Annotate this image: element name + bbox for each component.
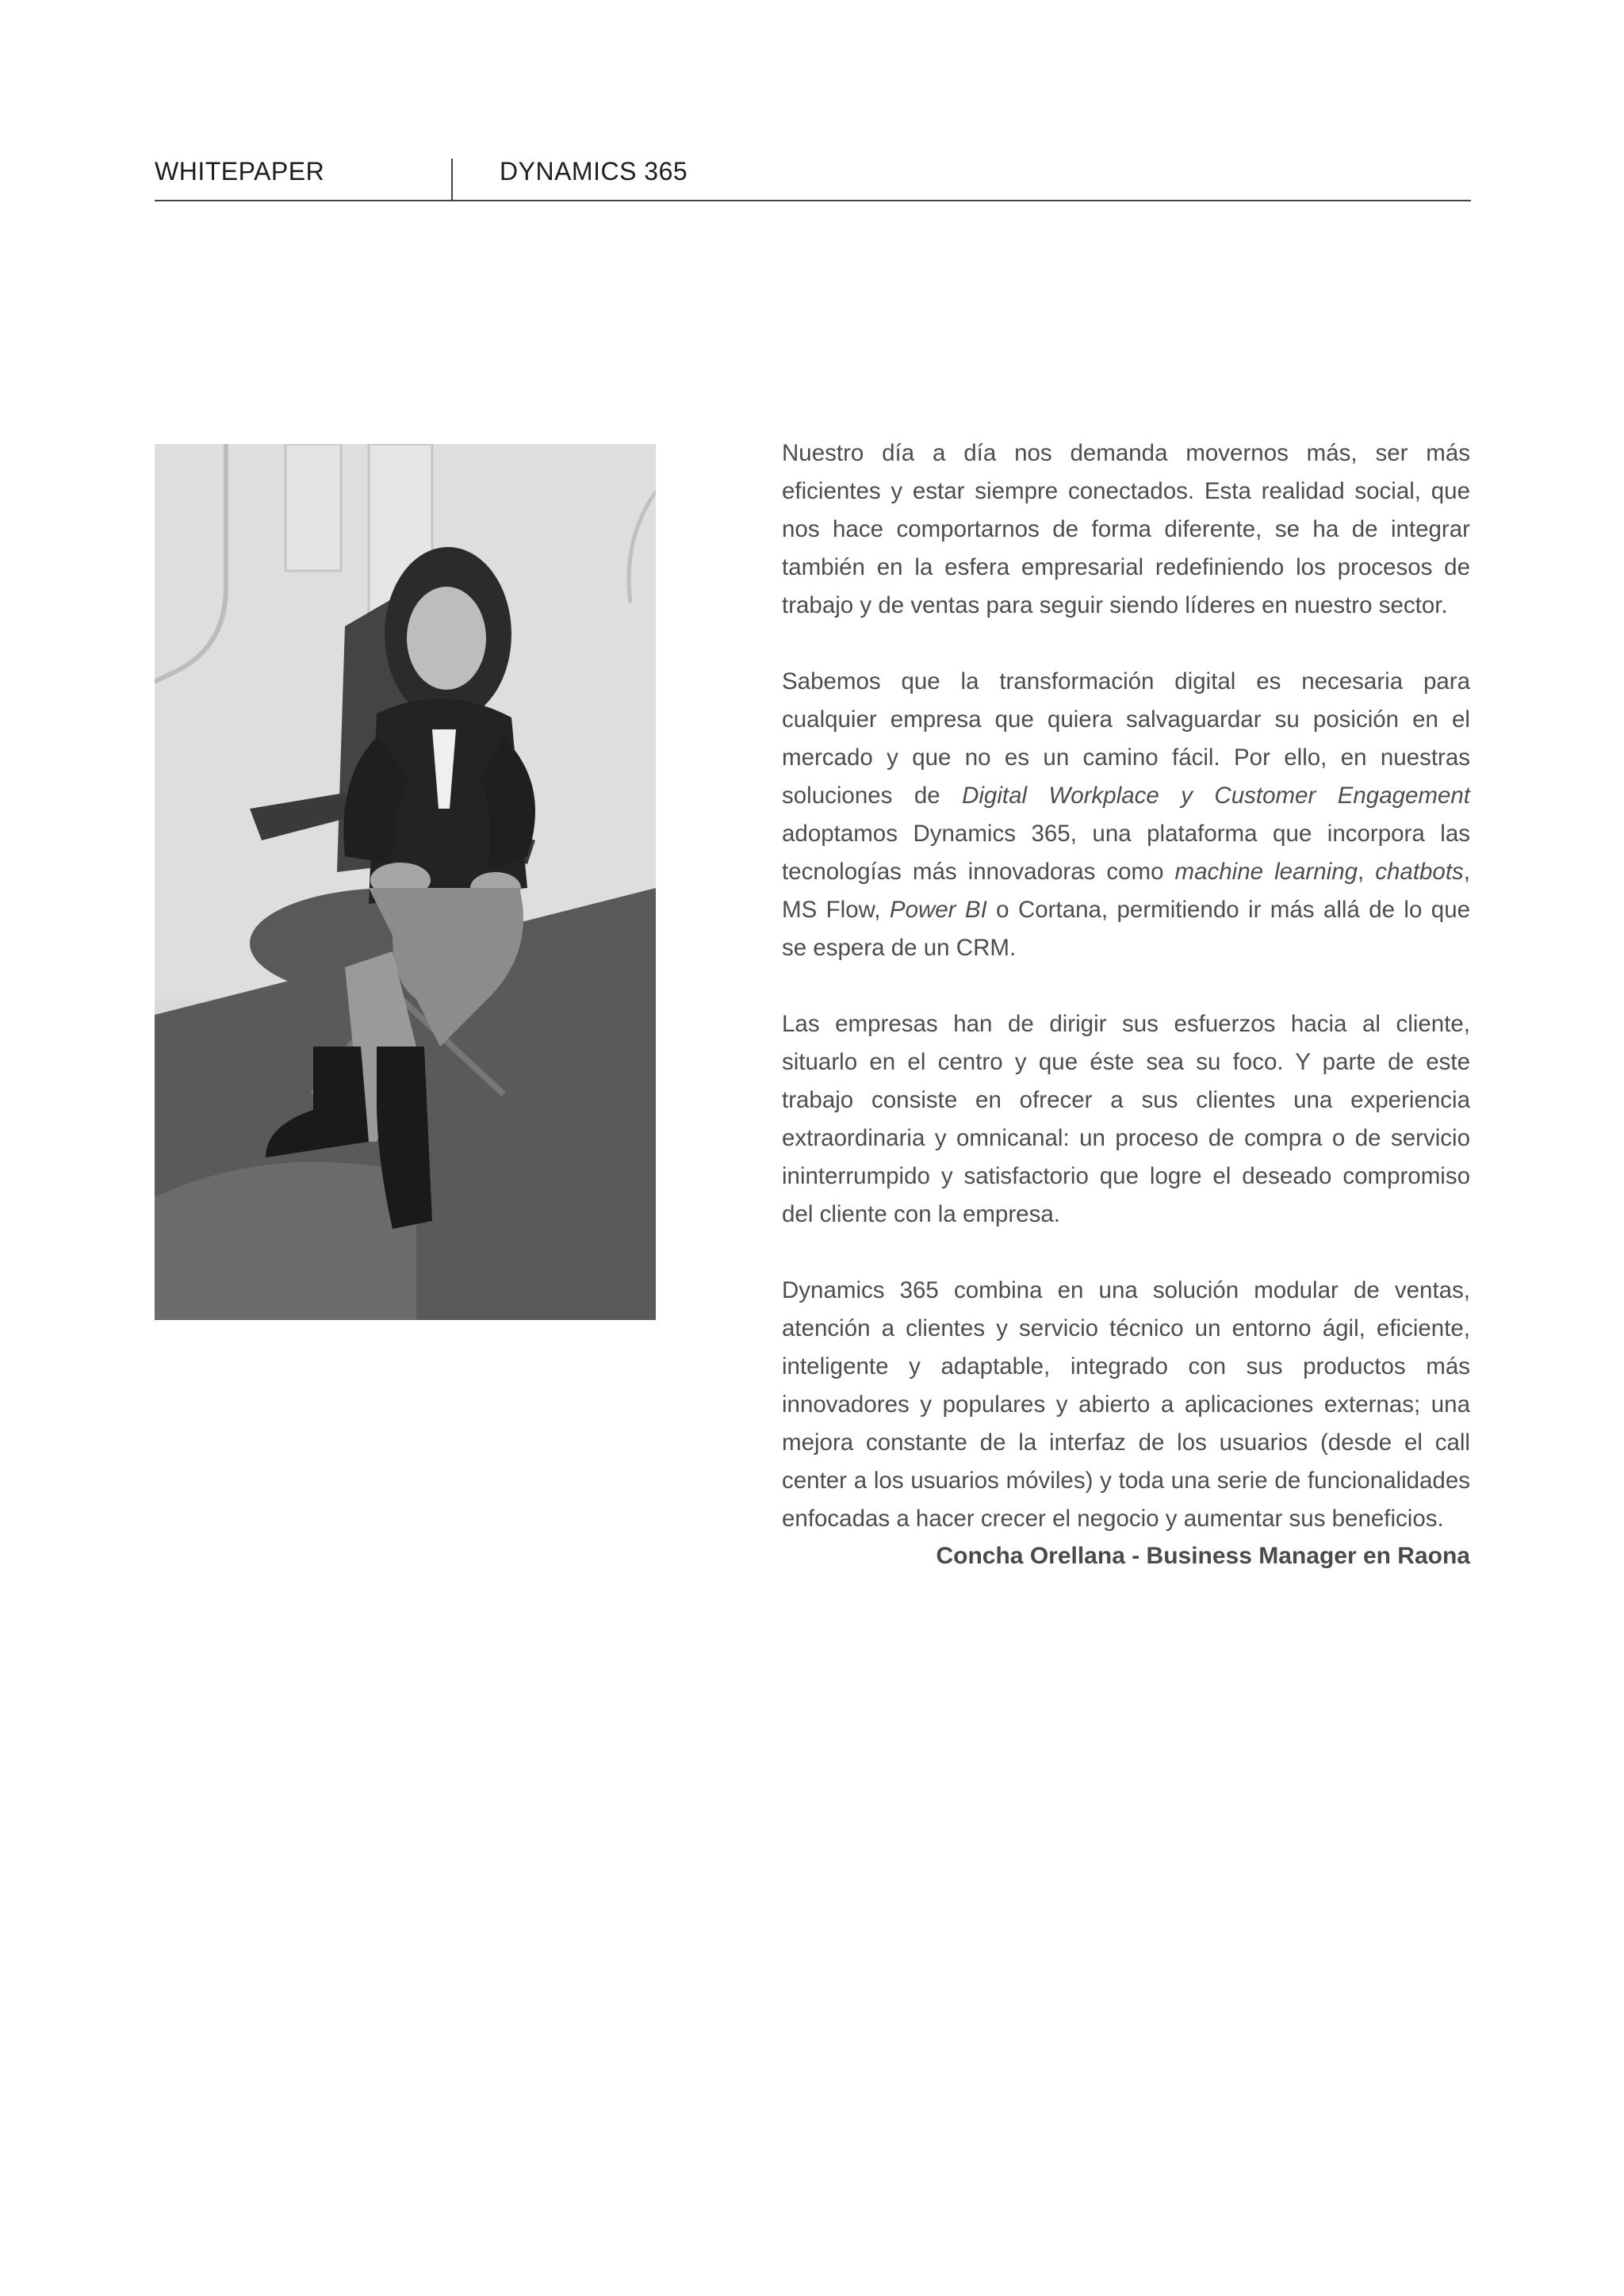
text-run: , MS Flow, xyxy=(782,859,1470,923)
header-section-label: WHITEPAPER xyxy=(155,157,325,186)
text-run: o Cortana, permitiendo ir más allá de lo que se espera de un CRM. xyxy=(782,897,1471,961)
italic-run: Power BI xyxy=(889,897,987,923)
text-run: Sabemos que la transformación digital es necesaria para cualquier empresa que quiera salvaguardar su posición en el mercado y que no es un camino fácil. Por ello, en nuestras soluciones de xyxy=(782,668,1470,809)
text-run: , xyxy=(1358,859,1376,885)
article-paragraph: Nuestro día a día nos demanda movernos más, ser más eficientes y estar siempre conectados. Esta realidad social, que nos hace comportarnos de forma diferente, se ha de integrar también en la esfera empresarial redefiniendo los procesos de trabajo y de ventas para seguir siendo líderes en nuestro sector. xyxy=(782,440,1470,618)
italic-run: chatbots xyxy=(1375,859,1464,885)
article-paragraph xyxy=(782,663,1470,967)
article-body xyxy=(782,434,1470,1576)
text-run: adoptamos Dynamics 365, una plataforma que incorpora las tecnologías más innovadoras como xyxy=(782,821,1470,885)
page-header xyxy=(155,151,1471,201)
article-paragraph: Dynamics 365 combina en una solución modular de ventas, atención a clientes y servicio técnico un entorno ágil, eficiente, inteligente y adaptable, integrado con sus productos más innovadores y populares y abierto a aplicaciones externas; una mejora constante de la interfaz de los usuarios (desde el call center a los usuarios móviles) y toda una serie de funcionalidades enfocadas a hacer crecer el negocio y aumentar sus beneficios. xyxy=(782,1277,1470,1532)
italic-run: machine learning xyxy=(1174,859,1358,885)
header-divider xyxy=(451,159,453,200)
article-paragraph: Las empresas han de dirigir sus esfuerzos hacia al cliente, situarlo en el centro y que éste sea su foco. Y parte de este trabajo consiste en ofrecer a sus clientes una experiencia extraordinaria y omnicanal: un proceso de compra o de servicio ininterrumpido y satisfactorio que logre el deseado compromiso del cliente con la empresa. xyxy=(782,1011,1470,1227)
italic-run: Digital Workplace y Customer Engagement xyxy=(962,783,1470,809)
header-topic-label: DYNAMICS 365 xyxy=(500,157,688,186)
author-signature: Concha Orellana - Business Manager en Raona xyxy=(936,1543,1470,1569)
portrait-photo xyxy=(155,444,656,1320)
